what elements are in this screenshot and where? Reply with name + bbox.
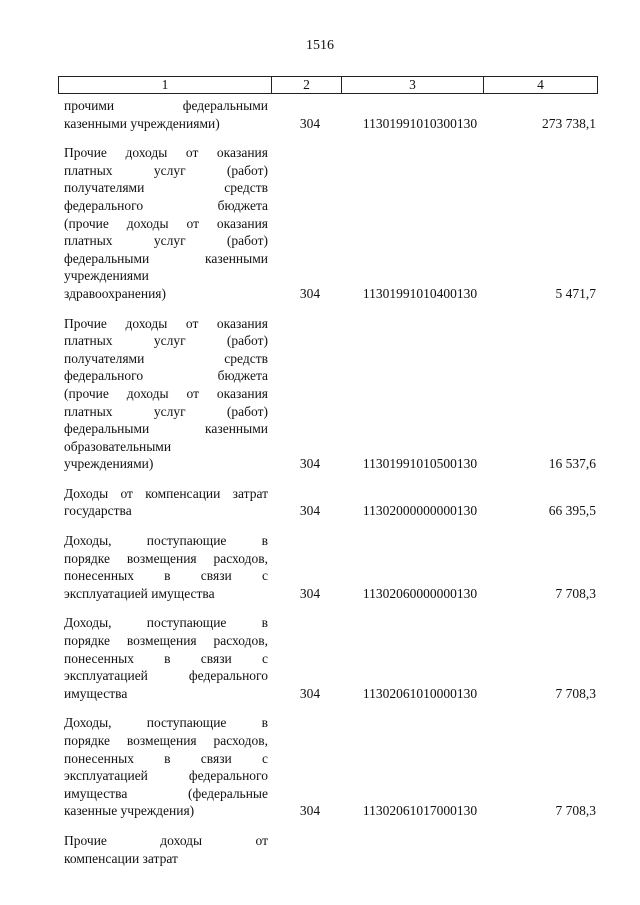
description-line: прочими федеральными	[64, 98, 268, 113]
row-admin-code: 304	[299, 285, 321, 301]
row-amount: 273 738,1	[542, 115, 596, 131]
header-col-4: 4	[537, 77, 544, 92]
description-line: Доходы, поступающие в	[64, 715, 268, 731]
row-description	[58, 832, 268, 867]
description-line: Доходы от компенсации затрат	[64, 485, 268, 501]
header-col-2: 2	[272, 77, 342, 93]
row-amount: 7 708,3	[555, 585, 596, 601]
description-line: эксплуатацией федерального	[64, 768, 268, 784]
description-line: государства	[64, 503, 132, 519]
description-line: учреждениями)	[64, 456, 154, 472]
row-description	[58, 315, 268, 473]
table-row	[58, 144, 598, 302]
table-body	[58, 97, 598, 867]
row-description	[58, 532, 268, 602]
description-line: федеральными казенными	[64, 250, 268, 266]
table-row	[58, 714, 598, 820]
table-row	[58, 485, 598, 520]
row-admin-code: 304	[299, 685, 321, 701]
description-line: компенсации затрат	[64, 850, 178, 866]
table-row	[58, 532, 598, 602]
description-line: Прочие доходы от	[64, 832, 268, 848]
description-line: Доходы, поступающие в	[64, 533, 268, 549]
row-description	[58, 485, 268, 520]
page-number: 1516	[306, 38, 334, 53]
row-kbk-code: 11301991010500130	[362, 456, 478, 472]
description-line: платных услуг (работ)	[64, 162, 268, 178]
description-line: порядке возмещения расходов,	[64, 733, 268, 748]
description-line: Прочие доходы от оказания	[64, 315, 268, 331]
row-kbk-code: 11302061010000130	[362, 685, 478, 701]
table-row	[58, 832, 598, 867]
description-line: понесенных в связи с	[64, 750, 268, 766]
row-amount: 16 537,6	[548, 456, 596, 472]
row-description	[58, 714, 268, 820]
description-line: (прочие доходы от оказания	[64, 215, 268, 231]
table-row	[58, 315, 598, 473]
description-line: здравоохранения)	[64, 285, 167, 301]
row-description	[58, 144, 268, 302]
header-col-1: 1	[59, 77, 272, 93]
description-line: эксплуатацией имущества	[64, 585, 215, 601]
description-line: имущества	[64, 685, 128, 701]
row-kbk-code: 11301991010400130	[362, 285, 478, 301]
description-line: (прочие доходы от оказания	[64, 385, 268, 401]
table-row	[58, 97, 598, 132]
description-line: получателями средств	[64, 350, 268, 366]
description-line: эксплуатацией федерального	[64, 668, 268, 684]
description-line: федерального бюджета	[64, 368, 268, 384]
description-line: казенные учреждения)	[64, 803, 195, 819]
description-line: понесенных в связи с	[64, 568, 268, 584]
row-admin-code: 304	[299, 503, 321, 519]
description-line: имущества (федеральные	[64, 785, 268, 801]
description-line: платных услуг (работ)	[64, 403, 268, 419]
row-kbk-code: 11302061017000130	[362, 803, 478, 819]
row-kbk-code: 11302060000000130	[362, 585, 478, 601]
description-line: учреждениями	[64, 268, 149, 284]
description-line: федеральными казенными	[64, 421, 268, 437]
row-amount: 7 708,3	[555, 685, 596, 701]
description-line: понесенных в связи с	[64, 650, 268, 666]
row-admin-code: 304	[299, 115, 321, 131]
table-header	[58, 76, 598, 94]
row-kbk-code: 11302000000000130	[362, 503, 478, 519]
description-line: Доходы, поступающие в	[64, 615, 268, 631]
row-admin-code: 304	[299, 585, 321, 601]
description-line: казенными учреждениями)	[64, 115, 220, 131]
row-kbk-code: 11301991010300130	[362, 115, 478, 131]
description-line: платных услуг (работ)	[64, 333, 268, 349]
row-description	[58, 614, 268, 702]
description-line: платных услуг (работ)	[64, 233, 268, 249]
row-amount: 7 708,3	[555, 803, 596, 819]
row-description	[58, 97, 268, 132]
row-admin-code: 304	[299, 803, 321, 819]
table-row	[58, 614, 598, 702]
description-line: Прочие доходы от оказания	[64, 145, 268, 161]
description-line: получателями средств	[64, 180, 268, 196]
description-line: порядке возмещения расходов,	[64, 633, 268, 649]
description-line: образовательными	[64, 438, 172, 454]
header-col-3: 3	[342, 77, 484, 93]
row-amount: 66 395,5	[548, 503, 596, 519]
description-line: порядке возмещения расходов,	[64, 550, 268, 566]
row-amount: 5 471,7	[555, 285, 596, 301]
description-line: федерального бюджета	[64, 197, 268, 213]
row-admin-code: 304	[299, 456, 321, 472]
